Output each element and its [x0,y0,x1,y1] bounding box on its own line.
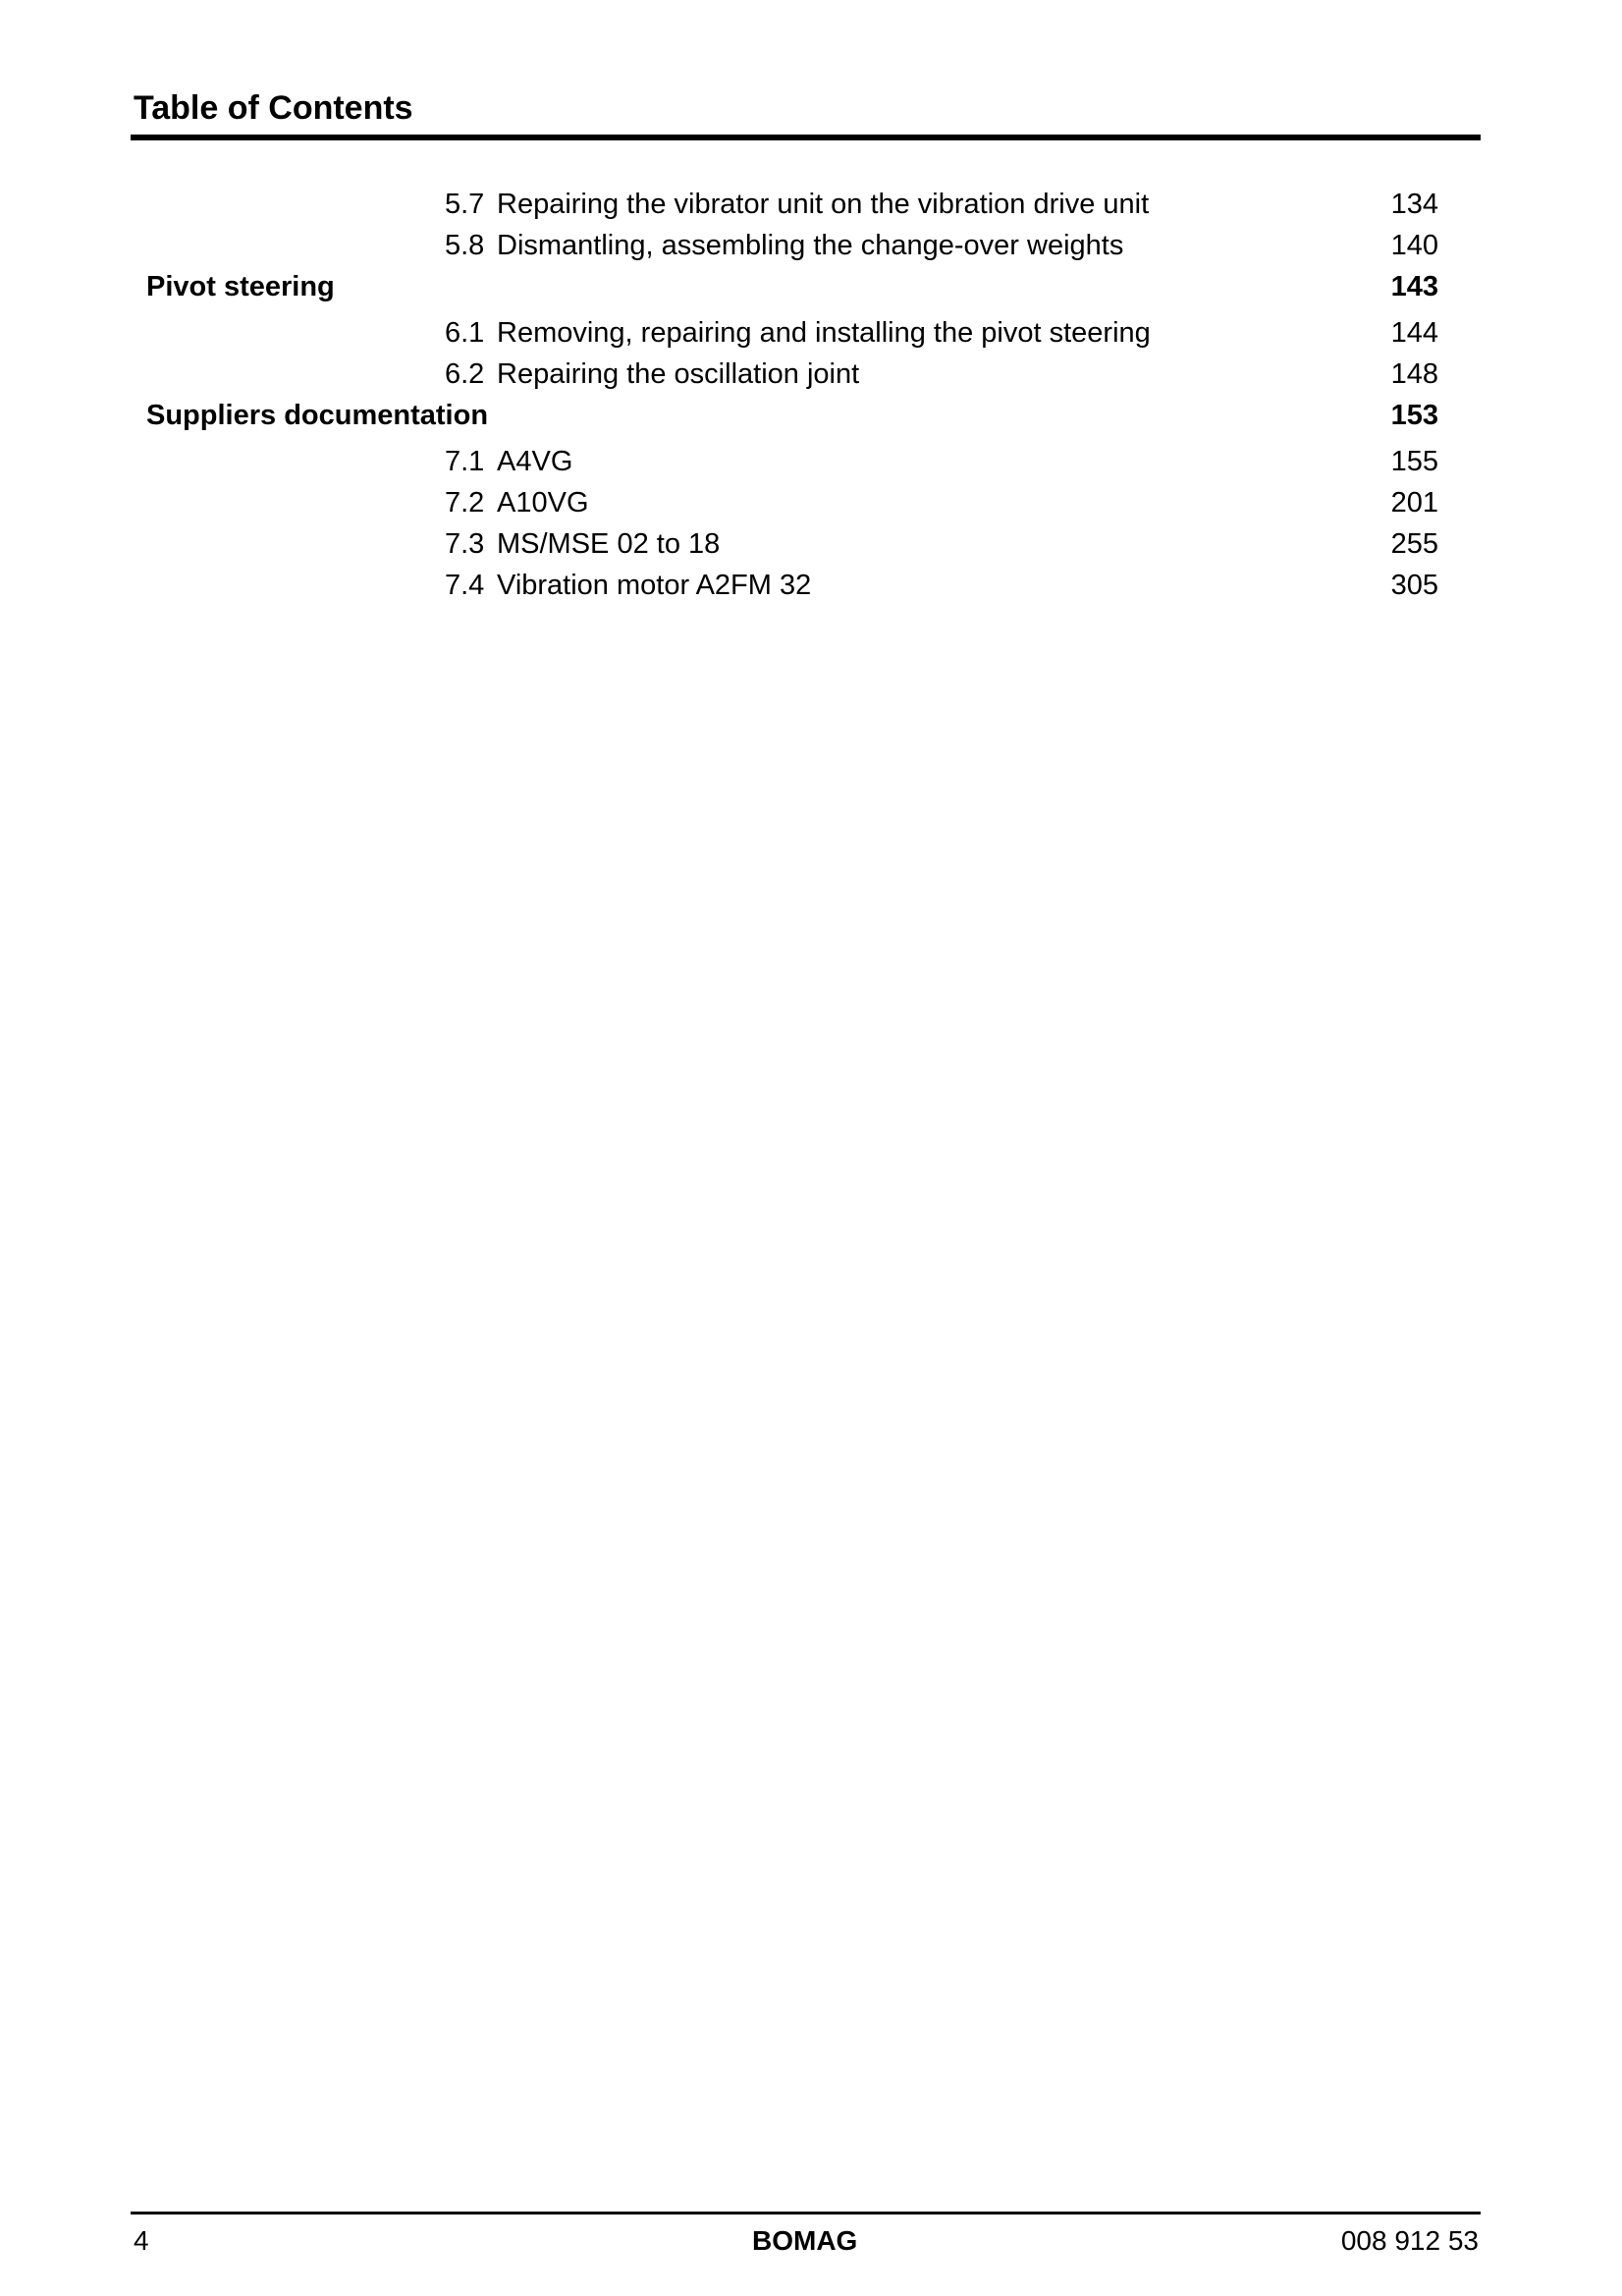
toc-page-number: 155 [1390,446,1438,477]
toc-section-title: Repairing the vibrator unit on the vibration drive unit [497,189,1150,220]
toc-section-number: 5.8 [445,230,485,261]
toc-section-number: 6.2 [445,358,485,390]
toc-entry-7-1[interactable] [0,441,1622,482]
toc-section-title: A10VG [497,487,589,519]
toc-page-number: 201 [1390,487,1438,519]
toc-section-title: Repairing the oscillation joint [497,358,860,390]
toc-page-number: 144 [1390,317,1438,349]
toc-section-title: Removing, repairing and installing the pivot steering [497,317,1151,349]
footer-document-number: 008 912 53 [1340,2225,1479,2256]
toc-page-number: 305 [1390,570,1438,601]
page-title: Table of Contents [134,89,413,127]
toc-section-title: A4VG [497,446,573,477]
toc-section-number: 7.3 [445,528,485,560]
toc-entry-5-8[interactable] [0,225,1622,266]
toc-page-number: 148 [1390,358,1438,390]
toc-entry-7-3[interactable] [0,523,1622,565]
toc-chapter-suppliers-documentation[interactable] [0,395,1622,436]
toc-entry-5-7[interactable] [0,184,1622,225]
toc-section-number: 7.2 [445,487,485,519]
toc-section-number: 6.1 [445,317,485,349]
toc-page-number: 143 [1390,271,1438,302]
toc-list [0,0,1622,687]
toc-chapter-pivot-steering[interactable] [0,266,1622,307]
toc-section-title: MS/MSE 02 to 18 [497,528,721,560]
toc-chapter-title: Suppliers documentation [146,400,489,431]
toc-page-number: 255 [1390,528,1438,560]
toc-entry-7-4[interactable] [0,565,1622,606]
toc-page-number: 134 [1390,189,1438,220]
toc-section-number: 7.4 [445,570,485,601]
toc-entry-7-2[interactable] [0,482,1622,523]
footer-rule [131,2212,1481,2214]
footer-page-number: 4 [134,2225,149,2256]
toc-entry-6-2[interactable] [0,354,1622,395]
toc-section-title: Vibration motor A2FM 32 [497,570,812,601]
toc-section-title: Dismantling, assembling the change-over weights [497,230,1124,261]
toc-entry-6-1[interactable] [0,312,1622,354]
toc-section-number: 7.1 [445,446,485,477]
footer-brand: BOMAG [752,2225,858,2256]
toc-section-number: 5.7 [445,189,485,220]
toc-chapter-title: Pivot steering [146,271,335,302]
toc-page-number: 140 [1390,230,1438,261]
toc-page-number: 153 [1390,400,1438,431]
